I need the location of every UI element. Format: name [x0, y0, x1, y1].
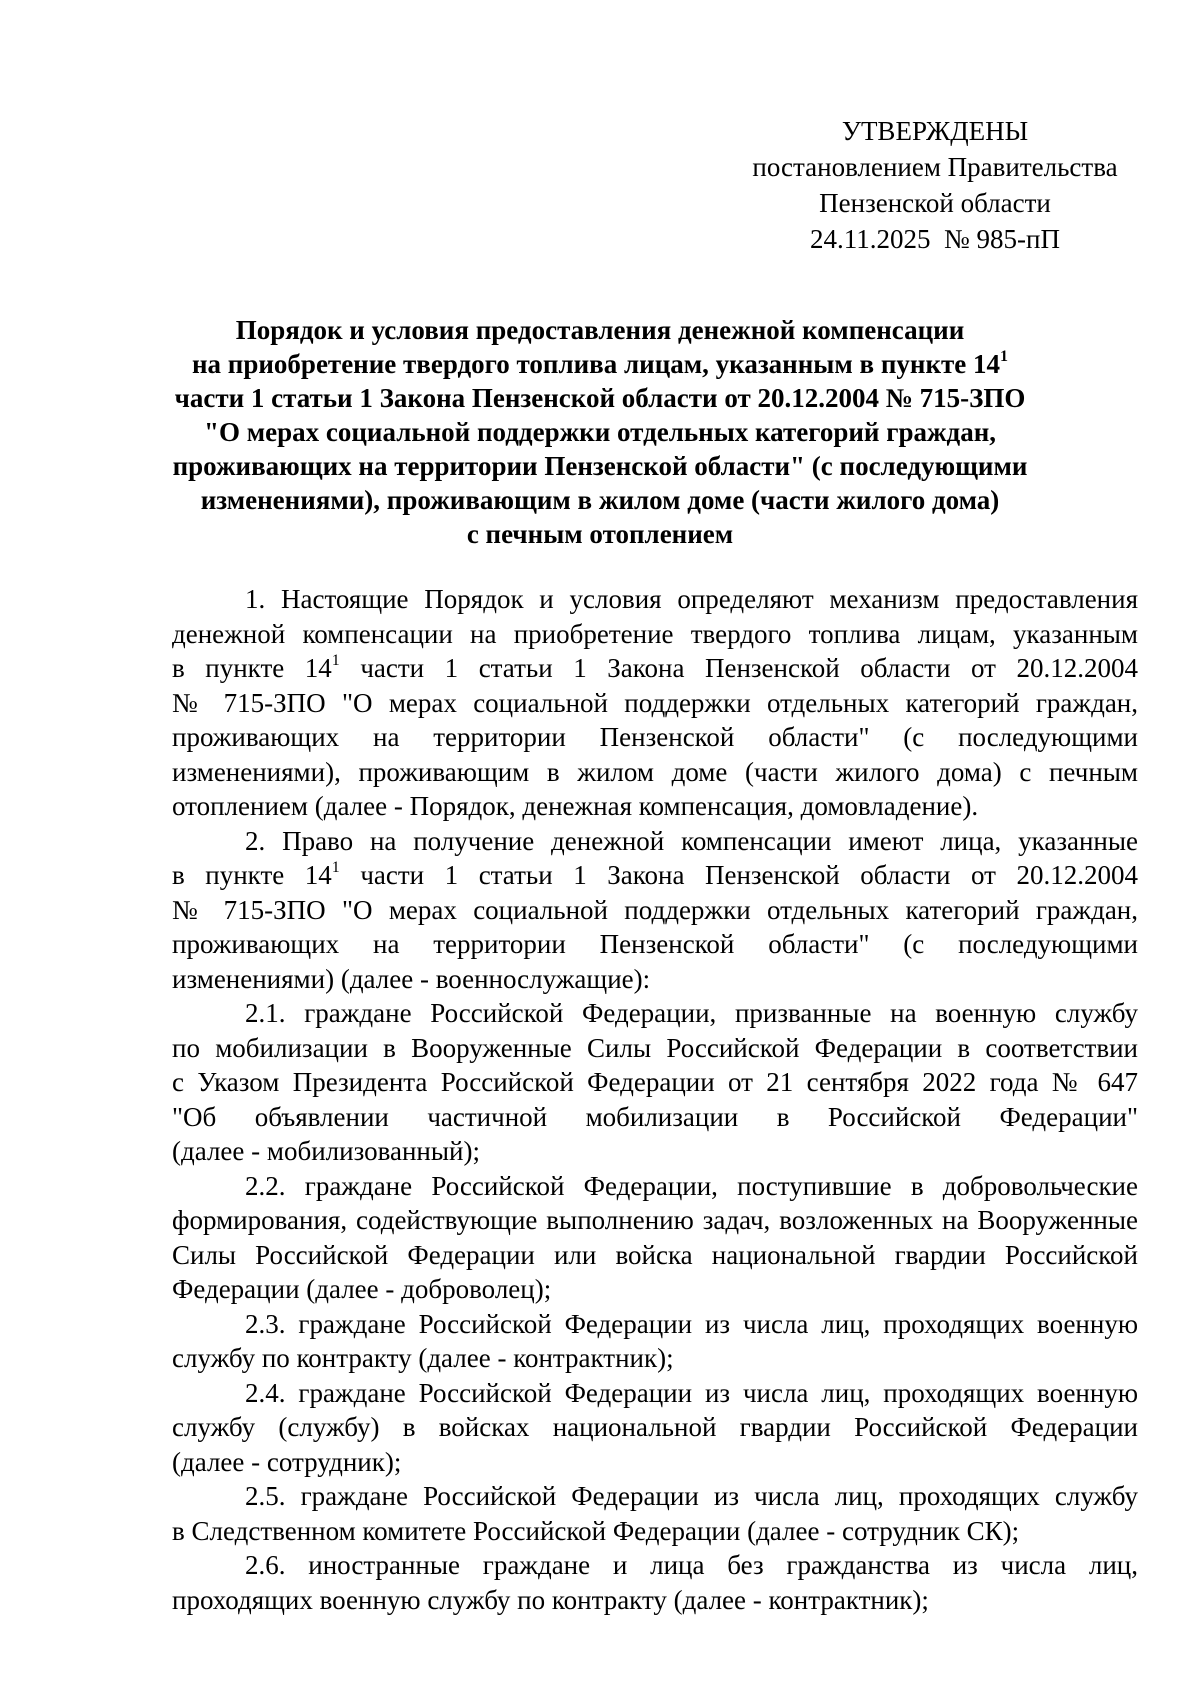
document-body [172, 582, 1138, 1617]
paragraph-1 [172, 582, 1138, 824]
text-line: 2.6. иностранные граждане и лица без гражданства из числа лиц, [245, 1550, 1138, 1580]
title-line: с печным отоплением [466, 519, 734, 549]
text-line: 1. Настоящие Порядок и условия определяют механизм предоставления [245, 584, 1138, 614]
paragraph-2 [172, 824, 1138, 997]
text-line: Силы Российской Федерации или войска национальной гвардии Российской [172, 1239, 1138, 1270]
text-line: № 715-ЗПО "О мерах социальной поддержки отдельных категорий граждан, [172, 687, 1138, 718]
text-line: с Указом Президента Российской Федерации от 21 сентября 2022 года № 647 [172, 1067, 1138, 1097]
paragraph-2-5 [172, 1479, 1138, 1548]
title-line: "О мерах социальной поддержки отдельных категорий граждан, [203, 417, 997, 447]
paragraph-2-2 [172, 1169, 1138, 1307]
paragraph-2-4 [172, 1376, 1138, 1480]
title-superscript: 1 [1000, 348, 1008, 365]
text-line: "Об объявлении частичной мобилизации в Российской Федерации" [172, 1101, 1138, 1132]
text-line [172, 651, 1138, 686]
paragraph-2-6 [172, 1548, 1138, 1617]
text-line: службу (службу) в войсках национальной гвардии Российской Федерации [172, 1412, 1138, 1442]
text-line: по мобилизации в Вооруженные Силы Российской Федерации в соответствии [172, 1032, 1138, 1063]
title-line-text: на приобретение твердого топлива лицам, указанным в пункте 14 [192, 349, 1000, 379]
text-fragment: в пункте 14 [172, 860, 332, 890]
title-line: части 1 статьи 1 Закона Пензенской области от 20.12.2004 № 715-ЗПО [174, 383, 1026, 413]
text-line: денежной компенсации на приобретение твердого топлива лицам, указанным [172, 618, 1138, 649]
text-line: проживающих на территории Пензенской области" (с последующими [172, 929, 1138, 959]
text-line: 2. Право на получение денежной компенсации имеют лица, указанные [245, 825, 1138, 856]
title-line: Порядок и условия предоставления денежной компенсации [235, 315, 965, 345]
paragraph-2-1 [172, 996, 1138, 1169]
superscript: 1 [331, 652, 340, 669]
text-line: отоплением (далее - Порядок, денежная компенсация, домовладение). [172, 791, 979, 821]
text-fragment: части 1 статьи 1 Закона Пензенской области от 20.12.2004 [339, 860, 1138, 890]
text-line: (далее - сотрудник); [172, 1446, 402, 1477]
approval-stamp [750, 113, 1120, 257]
text-line: 2.2. граждане Российской Федерации, поступившие в добровольческие [245, 1170, 1138, 1201]
text-line: Федерации (далее - доброволец); [172, 1274, 552, 1304]
text-line: изменениями), проживающим в жилом доме (части жилого дома) с печным [172, 756, 1138, 787]
text-line: формирования, содействующие выполнению задач, возложенных на Вооруженные [172, 1205, 1138, 1235]
text-fragment: в пункте 14 [172, 653, 332, 683]
text-line: 2.1. граждане Российской Федерации, призванные на военную службу [245, 998, 1138, 1028]
superscript: 1 [331, 859, 340, 876]
text-line: изменениями) (далее - военнослужащие): [172, 963, 651, 994]
approval-region: Пензенской области [819, 188, 1051, 218]
text-line: проходящих военную службу по контракту (далее - контрактник); [172, 1584, 929, 1615]
text-line: 2.4. граждане Российской Федерации из числа лиц, проходящих военную [245, 1377, 1138, 1408]
text-line: № 715-ЗПО "О мерах социальной поддержки отдельных категорий граждан, [172, 894, 1138, 925]
text-line: (далее - мобилизованный); [172, 1136, 480, 1166]
document-title [160, 313, 1040, 551]
text-line: в Следственном комитете Российской Федерации (далее - сотрудник СК); [172, 1515, 1020, 1546]
text-line: проживающих на территории Пензенской области" (с последующими [172, 722, 1138, 752]
title-line: проживающих на территории Пензенской области" (с последующими [172, 451, 1028, 481]
text-line: 2.5. граждане Российской Федерации из числа лиц, проходящих службу [245, 1481, 1138, 1511]
text-line [172, 858, 1138, 893]
title-line [160, 347, 1040, 381]
title-line: изменениями), проживающим в жилом доме (части жилого дома) [200, 485, 1000, 515]
approval-resolution: постановлением Правительства [752, 152, 1118, 182]
text-line: службу по контракту (далее - контрактник); [172, 1343, 674, 1373]
approval-date-number: 24.11.2025 № 985-пП [810, 224, 1060, 254]
paragraph-2-3 [172, 1307, 1138, 1376]
approval-heading: УТВЕРЖДЕНЫ [841, 116, 1029, 146]
text-line: 2.3. граждане Российской Федерации из числа лиц, проходящих военную [245, 1308, 1138, 1339]
text-fragment: части 1 статьи 1 Закона Пензенской области от 20.12.2004 [339, 653, 1138, 683]
